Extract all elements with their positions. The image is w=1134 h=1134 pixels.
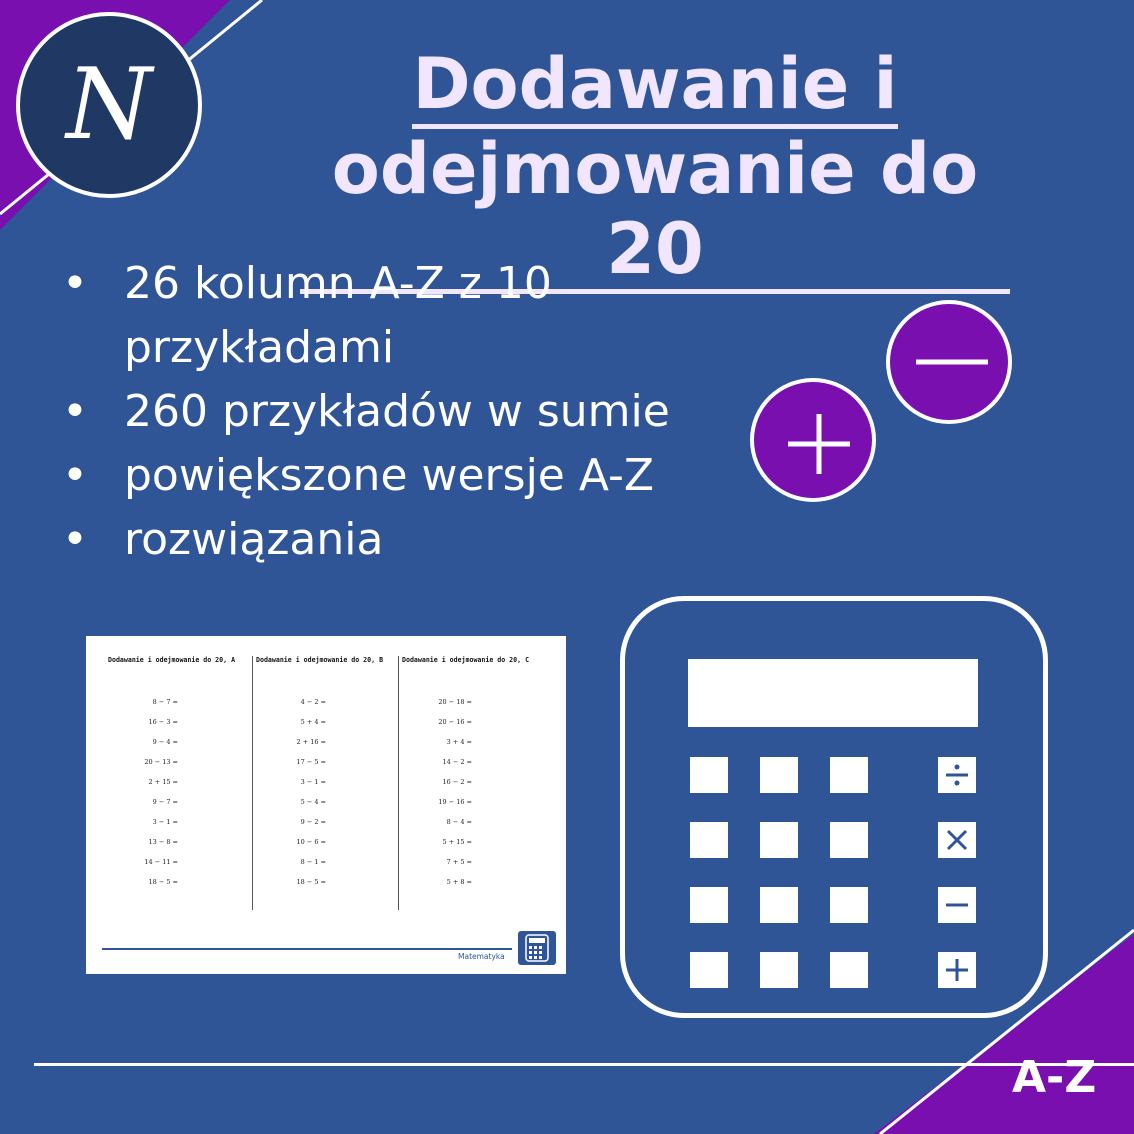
exercise: 8 − 7 = [152, 698, 178, 706]
plus-icon [750, 378, 876, 502]
title-line-2: odejmowanie do 20 [300, 129, 1010, 294]
column-divider [398, 656, 399, 910]
exercise: 10 − 6 = [296, 838, 326, 846]
bottom-divider [34, 1063, 1134, 1066]
feature-list [62, 252, 702, 572]
calculator-key [830, 952, 868, 988]
calculator-key [690, 757, 728, 793]
exercise: 8 − 1 = [300, 858, 326, 866]
calculator-key [690, 822, 728, 858]
exercise: 5 − 4 = [300, 798, 326, 806]
worksheet-column-a [108, 656, 254, 931]
exercise: 16 − 3 = [148, 718, 178, 726]
exercise: 19 − 16 = [438, 798, 472, 806]
exercise: 9 − 4 = [152, 738, 178, 746]
feature-item: • powiększone wersje A-Z [62, 444, 702, 508]
calculator-key [830, 822, 868, 858]
calculator-icon [620, 596, 1048, 1018]
minus-icon [938, 887, 976, 923]
exercise: 18 − 5 = [148, 878, 178, 886]
calculator-key [690, 887, 728, 923]
title-line-1: Dodawanie i [412, 44, 897, 129]
worksheet-preview [86, 636, 566, 974]
exercise: 18 − 5 = [296, 878, 326, 886]
worksheet-column-b [256, 656, 402, 931]
exercise: 16 − 2 = [442, 778, 472, 786]
feature-item: • 26 kolumn A-Z z 10 przykładami [62, 252, 702, 380]
exercise: 3 − 1 = [152, 818, 178, 826]
exercise: 14 − 11 = [144, 858, 178, 866]
minus-icon [886, 300, 1012, 424]
exercise: 4 − 2 = [300, 698, 326, 706]
calculator-key [690, 952, 728, 988]
calculator-key [760, 822, 798, 858]
divide-icon [938, 757, 976, 793]
feature-item: • 260 przykładów w sumie [62, 380, 702, 444]
exercise: 3 + 4 = [446, 738, 472, 746]
worksheet-column-c [402, 656, 548, 931]
calculator-key [830, 757, 868, 793]
feature-item: • rozwiązania [62, 508, 702, 572]
footer-line [102, 948, 512, 950]
exercise: 7 + 5 = [446, 858, 472, 866]
worksheet-column-title: Dodawanie i odejmowanie do 20, A [108, 656, 236, 664]
column-divider [252, 656, 253, 910]
worksheet-column-title: Dodawanie i odejmowanie do 20, C [402, 656, 530, 664]
exercise: 2 + 16 = [296, 738, 326, 746]
exercise: 5 + 4 = [300, 718, 326, 726]
badge-label: A-Z [1012, 1052, 1097, 1103]
exercise: 9 − 2 = [300, 818, 326, 826]
exercise: 2 + 15 = [148, 778, 178, 786]
calculator-key [760, 757, 798, 793]
calculator-key [830, 887, 868, 923]
calculator-key [760, 952, 798, 988]
worksheet-column-title: Dodawanie i odejmowanie do 20, B [256, 656, 384, 664]
footer-brand: Matematyka [458, 952, 505, 961]
calculator-icon [518, 931, 556, 965]
plus-icon [938, 952, 976, 988]
exercise: 5 + 15 = [442, 838, 472, 846]
calculator-screen [688, 659, 978, 727]
logo-letter: N [66, 48, 152, 162]
exercise: 13 − 8 = [148, 838, 178, 846]
exercise: 8 − 4 = [446, 818, 472, 826]
exercise: 20 − 16 = [438, 718, 472, 726]
exercise: 3 − 1 = [300, 778, 326, 786]
multiply-icon [938, 822, 976, 858]
exercise: 9 − 7 = [152, 798, 178, 806]
exercise: 20 − 18 = [438, 698, 472, 706]
exercise: 14 − 2 = [442, 758, 472, 766]
exercise: 20 − 13 = [144, 758, 178, 766]
exercise: 17 − 5 = [296, 758, 326, 766]
calculator-key [760, 887, 798, 923]
logo [16, 12, 202, 198]
exercise: 5 + 8 = [446, 878, 472, 886]
